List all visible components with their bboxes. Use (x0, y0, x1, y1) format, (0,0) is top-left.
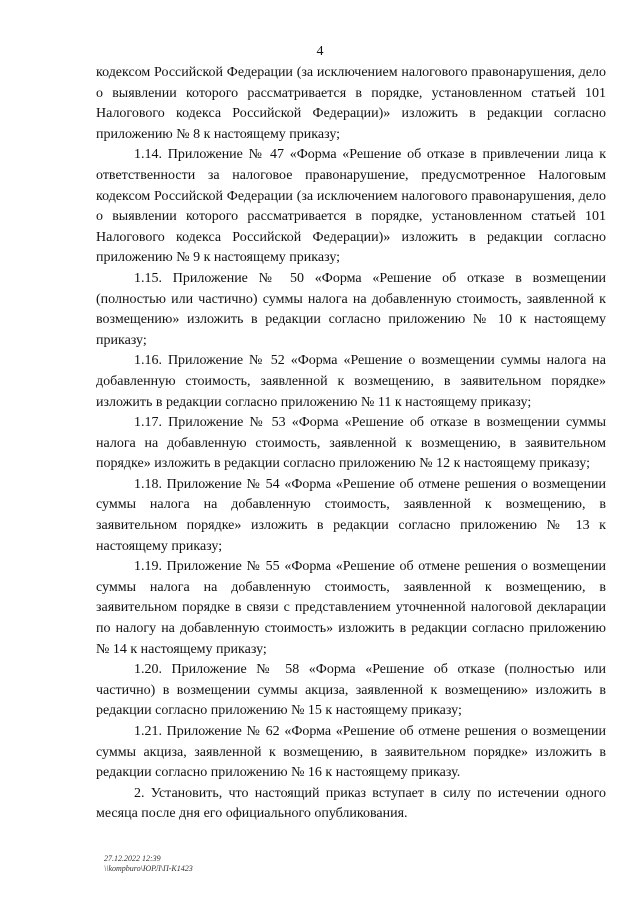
footer-path: \\kompburo\ЮРЛ\П-К1423 (104, 864, 193, 873)
document-footer (104, 854, 193, 874)
paragraph-1-19: 1.19. Приложение № 55 «Форма «Решение об отмене решения о возмещении суммы налога на добавленную стоимость, заявленной к возмещению, в заявительном порядке в связи с представлением уточненной налоговой декларации по налогу на добавленную стоимость» изложить в редакции согласно приложению № 14 к настоящему приказу; (96, 559, 606, 657)
paragraph-1-17: 1.17. Приложение № 53 «Форма «Решение об отказе в возмещении суммы налога на добавленную стоимость, заявленной к возмещению, в заявительном порядке» изложить в редакции согласно приложению № 12 к настоящему приказу; (96, 415, 606, 472)
paragraph-1-18: 1.18. Приложение № 54 «Форма «Решение об отмене решения о возмещении суммы налога на добавленную стоимость, заявленной к возмещению, в заявительном порядке» изложить в редакции согласно приложению № 13 к настоящему приказу; (96, 476, 606, 554)
paragraph-2: 2. Установить, что настоящий приказ вступает в силу по истечении одного месяца после дня его официального опубликования. (96, 785, 606, 822)
paragraph-1-16: 1.16. Приложение № 52 «Форма «Решение о возмещении суммы налога на добавленную стоимость, заявленной к возмещению, в заявительном порядке» изложить в редакции согласно приложению № 11 к настоящему приказу; (96, 353, 606, 410)
page-number: 4 (316, 44, 324, 59)
paragraph-1-20: 1.20. Приложение № 58 «Форма «Решение об отказе (полностью или частично) в возмещении суммы акциза, заявленной к возмещению» изложить в редакции согласно приложению № 15 к настоящему приказу; (96, 662, 606, 719)
paragraph-continuation: кодексом Российской Федерации (за исключением налогового правонарушения, дело о выявлении которого рассматривается в порядке, установленном статьей 101 Налогового кодекса Российской Федерации)» изложить в редакции согласно приложению № 8 к настоящему приказу; (96, 65, 606, 142)
paragraph-1-15: 1.15. Приложение № 50 «Форма «Решение об отказе в возмещении (полностью или частично) суммы налога на добавленную стоимость, заявленной к возмещению» изложить в редакции согласно приложению № 10 к настоящему приказу; (96, 270, 606, 348)
footer-date: 27.12.2022 12:39 (104, 854, 161, 863)
document-body (96, 63, 606, 825)
paragraph-1-14: 1.14. Приложение № 47 «Форма «Решение об отказе в привлечении лица к ответственности за налоговое правонарушение, предусмотренное Налоговым кодексом Российской Федерации (за исключением налогового правонарушения, дело о выявлении которого рассматривается в порядке, установленном статьей 101 Налогового кодекса Российской Федерации)» изложить в редакции согласно приложению № 9 к настоящему приказу; (96, 147, 606, 266)
paragraph-1-21: 1.21. Приложение № 62 «Форма «Решение об отмене решения о возмещении суммы акциза, заявленной к возмещению, в заявительном порядке» изложить в редакции согласно приложению № 16 к настоящему приказу. (96, 724, 606, 781)
